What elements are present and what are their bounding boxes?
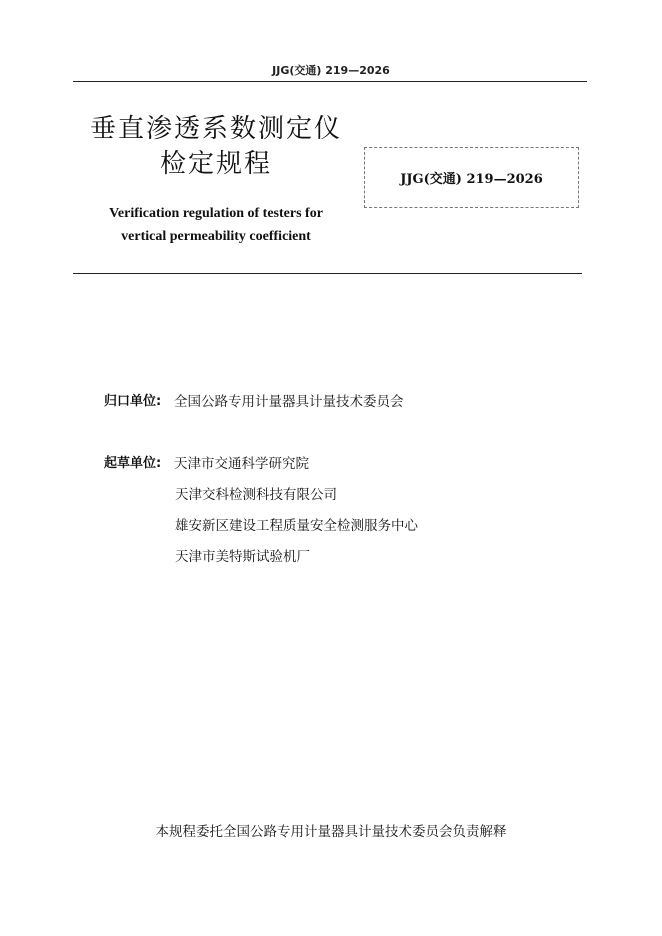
authority-value: 全国公路专用计量器具计量技术委员会: [174, 394, 404, 410]
title-line-2: 检定规程: [159, 149, 272, 179]
interpretation-note: 本规程委托全国公路专用计量器具计量技术委员会负责解释: [155, 824, 507, 840]
drafter-row: [104, 456, 309, 472]
english-title-line-2: vertical permeability coefficient: [121, 229, 311, 244]
running-header: JJG(交通) 219—2026: [272, 64, 390, 77]
title-divider: [73, 273, 582, 274]
drafter-unit-4: 天津市美特斯试验机厂: [175, 549, 310, 565]
regulation-code-box: [364, 147, 579, 208]
english-title-line-1: Verification regulation of testers for: [109, 206, 323, 221]
drafter-label: 起草单位:: [104, 456, 162, 471]
authority-row: [104, 394, 404, 410]
regulation-code: JJG(交通) 219—2026: [400, 172, 543, 187]
title-line-1: 垂直渗透系数测定仪: [89, 114, 342, 144]
drafter-unit-1: 天津市交通科学研究院: [174, 456, 309, 472]
drafter-unit-3: 雄安新区建设工程质量安全检测服务中心: [175, 518, 418, 534]
authority-label: 归口单位:: [104, 394, 162, 409]
title-block: [72, 112, 360, 182]
drafter-unit-2: 天津交科检测科技有限公司: [175, 487, 337, 503]
english-title: [72, 202, 360, 248]
header-rule: [73, 81, 587, 82]
